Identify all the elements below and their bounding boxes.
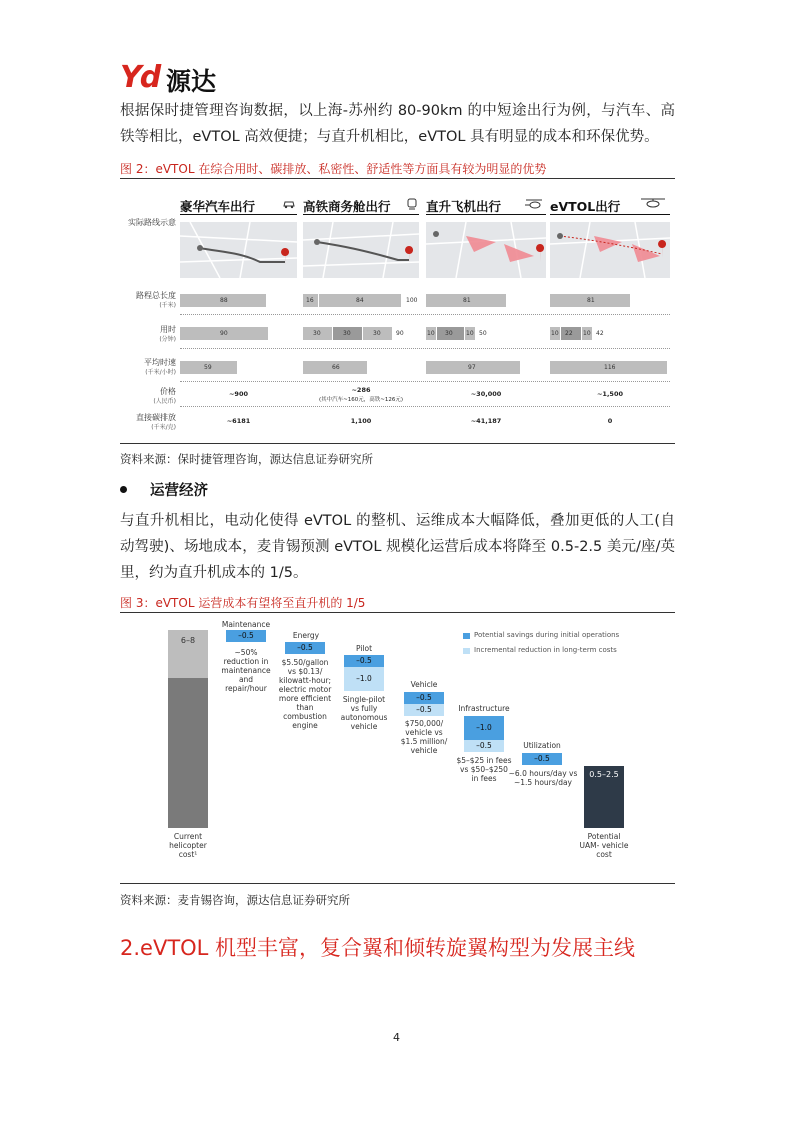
price-value-train: ~286 bbox=[351, 386, 371, 394]
col-title-train: 高铁商务舱出行 bbox=[303, 199, 391, 214]
figure-3-caption: 图 3：eVTOL 运营成本有望将至直升机的 1/5 bbox=[120, 596, 366, 610]
col-title-evtol: eVTOL出行 bbox=[550, 199, 621, 214]
utilization-savings: –0.5 bbox=[522, 753, 562, 765]
infrastructure-title: Infrastructure bbox=[458, 704, 510, 713]
time-value-heli-total: 50 bbox=[479, 330, 487, 337]
logo-mark: Yd bbox=[120, 60, 160, 95]
economics-paragraph: 与直升机相比，电动化使得 eVTOL 的整机、运维成本大幅降低，叠加更低的人工(自动驾驶)、场地成本，麦肯锡预测 eVTOL 规模化运营后成本将降至 0.5-2.5 美元/座/英里，约为直升机成本的 1/5。 bbox=[120, 513, 675, 581]
uam-cost-label: Potential UAM- vehicle cost bbox=[579, 832, 629, 859]
vehicle-savings: –0.5 bbox=[404, 692, 444, 704]
speed-value-train: 66 bbox=[332, 364, 340, 371]
row-label-distance: 路程总长度 (千米) bbox=[136, 291, 176, 309]
col-line-train bbox=[303, 214, 419, 215]
infrastructure-long-term: –0.5 bbox=[464, 740, 504, 752]
car-icon bbox=[283, 199, 295, 209]
pilot-note: Single-pilot vs fully autonomous vehicle bbox=[340, 695, 388, 731]
speed-value-heli: 97 bbox=[468, 364, 476, 371]
col-title-car: 豪华汽车出行 bbox=[180, 199, 256, 214]
row-divider bbox=[180, 348, 670, 349]
row-label-price: 价格 (人民币) bbox=[153, 387, 176, 405]
current-cost-bar bbox=[168, 678, 208, 828]
distance-value-heli: 81 bbox=[463, 297, 471, 304]
emission-value-evtol: 0 bbox=[607, 417, 613, 425]
time-value-heli-b: 30 bbox=[445, 330, 453, 337]
legend-initial-savings: Potential savings during initial operations bbox=[474, 631, 620, 639]
logo-name: 源达 bbox=[166, 67, 217, 96]
time-value-evtol-c: 10 bbox=[583, 330, 591, 337]
speed-value-evtol: 116 bbox=[604, 364, 616, 371]
page-number: 4 bbox=[393, 1031, 400, 1044]
route-map-evtol bbox=[550, 222, 670, 278]
time-value-car: 90 bbox=[220, 330, 228, 337]
row-divider bbox=[180, 314, 670, 315]
pilot-savings: –0.5 bbox=[344, 655, 384, 667]
figure-2-bottom-rule bbox=[120, 443, 675, 444]
pilot-long-term: –1.0 bbox=[344, 667, 384, 691]
legend-long-term: Incremental reduction in long-term costs bbox=[474, 646, 617, 654]
emission-value-train: 1,100 bbox=[350, 417, 372, 425]
intro-paragraph: 根据保时捷管理咨询数据，以上海-苏州约 80-90km 的中短途出行为例，与汽车、高铁等相比，eVTOL 高效便捷；与直升机相比，eVTOL 具有明显的成本和环保优势。 bbox=[120, 103, 675, 145]
vehicle-long-term: –0.5 bbox=[404, 704, 444, 716]
time-value-heli-c: 10 bbox=[466, 330, 474, 337]
logo bbox=[120, 60, 250, 94]
utilization-title: Utilization bbox=[523, 741, 561, 750]
train-icon bbox=[407, 198, 417, 210]
price-value-evtol: ~1,500 bbox=[596, 390, 623, 398]
section-heading: 2.eVTOL 机型丰富，复合翼和倾转旋翼构型为发展主线 bbox=[120, 936, 636, 960]
figure-2-source: 资料来源：保时捷管理咨询，源达信息证券研究所 bbox=[120, 452, 373, 466]
row-label-route: 实际路线示意 bbox=[128, 218, 176, 227]
distance-value-car: 88 bbox=[220, 297, 228, 304]
legend-swatch-initial bbox=[463, 633, 470, 639]
time-value-train-total: 90 bbox=[396, 330, 404, 337]
col-line-car bbox=[180, 214, 297, 215]
infrastructure-note: $5–$25 in fees vs $50–$250 in fees bbox=[456, 756, 512, 783]
figure-2-top-rule bbox=[120, 178, 675, 179]
price-note-train: (其中汽车~160元，高铁~126元) bbox=[318, 397, 403, 403]
col-line-heli bbox=[426, 214, 546, 215]
vehicle-title: Vehicle bbox=[410, 680, 438, 689]
price-value-heli: ~30,000 bbox=[470, 390, 502, 398]
time-value-evtol-total: 42 bbox=[596, 330, 604, 337]
legend-swatch-long-term bbox=[463, 648, 470, 654]
uam-cost-value: 0.5–2.5 bbox=[589, 770, 619, 779]
energy-note: $5.50/gallon vs $0.13/ kilowatt-hour; electric motor more efficient than combustion engine bbox=[278, 658, 332, 730]
current-cost-label: Current helicopter cost¹ bbox=[169, 832, 207, 859]
utilization-note: ~6.0 hours/day vs ~1.5 hours/day bbox=[508, 769, 578, 787]
distance-value-train-a: 16 bbox=[306, 297, 314, 304]
figure-3-waterfall bbox=[120, 618, 675, 880]
time-value-train-b: 30 bbox=[343, 330, 351, 337]
figure-3-top-rule bbox=[120, 612, 675, 613]
vehicle-note: $750,000/ vehicle vs $1.5 million/ vehicle bbox=[400, 719, 448, 755]
time-value-train-a: 30 bbox=[313, 330, 321, 337]
distance-value-train-b: 84 bbox=[356, 297, 364, 304]
figure-2-table bbox=[120, 190, 675, 440]
emission-value-heli: ~41,187 bbox=[470, 417, 502, 425]
time-value-heli-a: 10 bbox=[427, 330, 435, 337]
maintenance-title: Maintenance bbox=[221, 620, 271, 629]
helicopter-icon bbox=[524, 199, 544, 209]
figure-3-source: 资料来源：麦肯锡咨询，源达信息证券研究所 bbox=[120, 893, 350, 907]
current-cost-value: 6–8 bbox=[180, 636, 196, 645]
row-label-time: 用时 (分钟) bbox=[159, 325, 176, 343]
distance-value-train-total: 100 bbox=[406, 297, 418, 304]
maintenance-note: ~50% reduction in maintenance and repair/hour bbox=[221, 648, 271, 693]
infrastructure-savings: –1.0 bbox=[464, 716, 504, 740]
figure-3-bottom-rule bbox=[120, 883, 675, 884]
bullet-dot bbox=[120, 486, 127, 493]
energy-savings: –0.5 bbox=[285, 642, 325, 654]
row-label-emission: 直接碳排放 (千米/克) bbox=[136, 413, 176, 431]
speed-value-car: 59 bbox=[204, 364, 212, 371]
row-divider bbox=[180, 406, 670, 407]
distance-value-evtol: 81 bbox=[587, 297, 595, 304]
energy-title: Energy bbox=[292, 631, 320, 640]
section-bullet: 运营经济 bbox=[150, 483, 208, 499]
figure-2-caption: 图 2：eVTOL 在综合用时、碳排放、私密性、舒适性等方面具有较为明显的优势 bbox=[120, 162, 547, 176]
route-map-train bbox=[303, 222, 419, 278]
time-value-evtol-b: 22 bbox=[565, 330, 573, 337]
price-value-car: ~900 bbox=[228, 390, 248, 398]
maintenance-savings: –0.5 bbox=[226, 630, 266, 642]
route-map-heli bbox=[426, 222, 546, 278]
time-value-train-c: 30 bbox=[373, 330, 381, 337]
emission-value-car: ~6181 bbox=[226, 417, 251, 425]
col-line-evtol bbox=[550, 214, 670, 215]
time-value-evtol-a: 10 bbox=[551, 330, 559, 337]
row-label-speed: 平均时速 (千米/小时) bbox=[144, 358, 176, 376]
row-divider bbox=[180, 381, 670, 382]
pilot-title: Pilot bbox=[355, 644, 373, 653]
col-title-heli: 直升飞机出行 bbox=[426, 199, 502, 214]
drone-icon bbox=[640, 197, 666, 209]
route-map-car bbox=[180, 222, 297, 278]
